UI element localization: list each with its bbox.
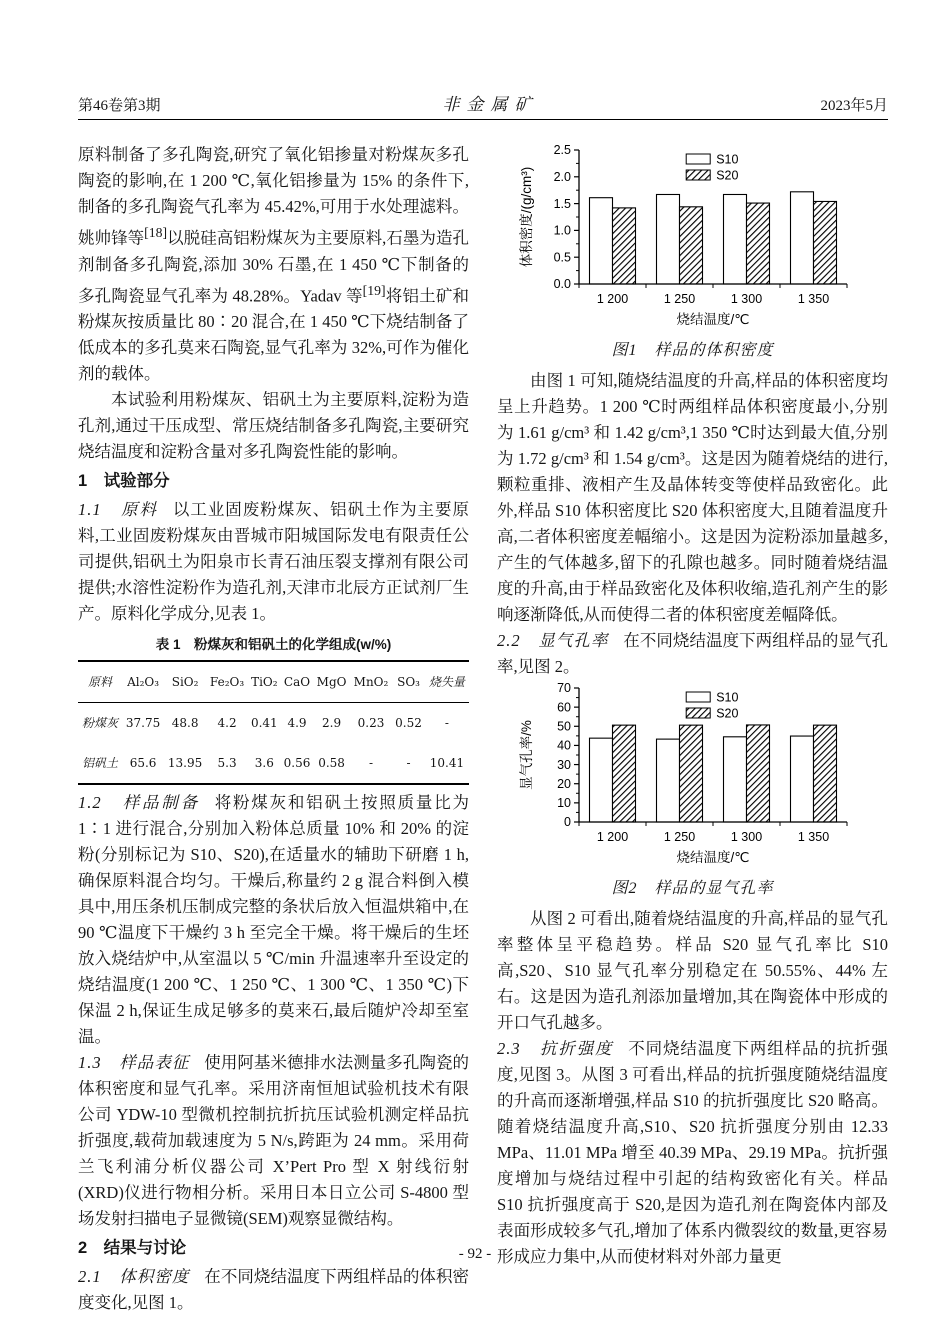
paragraph-intro-continuation — [78, 142, 469, 387]
issue-date: 2023年5月 — [820, 98, 888, 114]
svg-text:1 300: 1 300 — [730, 830, 762, 844]
svg-text:2.5: 2.5 — [553, 144, 571, 158]
section-1-3-label: 1.3 样品表征 — [78, 1053, 190, 1072]
table-cell: 0.23 — [357, 716, 385, 730]
svg-text:30: 30 — [556, 757, 571, 772]
section-2-2-label: 2.2 显气孔率 — [497, 631, 609, 650]
svg-text:烧结温度/℃: 烧结温度/℃ — [676, 850, 749, 865]
svg-text:20: 20 — [556, 776, 571, 791]
svg-text:2.0: 2.0 — [553, 170, 571, 184]
table-cell: 5.3 — [217, 756, 237, 770]
section-2-heading: 2 结果与讨论 — [78, 1239, 187, 1257]
table-cell: 65.6 — [129, 756, 157, 770]
paragraph-text: 使用阿基米德排水法测量多孔陶瓷的体积密度和显气孔率。采用济南恒旭试验机技术有限公司 YDW-10 型微机控制抗折抗压试验机测定样品抗折强度,载荷加载速度为 5 N/s,跨距为 24 mm。采用荷兰飞利浦分析仪器公司 X’Pert Pro 型 X 射线衍射(XRD)仪进行物相分析。采用日本日立公司 S-4800 型场发射扫描电子显微镜(SEM)观察显微结构。 — [78, 1053, 470, 1228]
left-column — [78, 142, 469, 1316]
svg-text:0: 0 — [563, 815, 571, 830]
section-2-2-paragraph — [497, 628, 888, 680]
section-1-1-paragraph — [78, 497, 469, 627]
table-cell: 粉煤灰 — [82, 716, 119, 730]
table-header-cell: Fe₂O₃ — [209, 675, 245, 689]
table-header-cell: SO₃ — [397, 675, 420, 689]
page-content — [78, 142, 888, 1316]
right-column — [497, 142, 888, 1316]
table-header-cell: MgO — [316, 675, 347, 689]
section-1-heading: 1 试验部分 — [78, 472, 170, 490]
citation-ref-19: [19] — [362, 282, 386, 298]
table-header-cell: TiO₂ — [251, 675, 278, 689]
svg-text:1 250: 1 250 — [663, 830, 695, 844]
svg-text:S20: S20 — [715, 706, 738, 721]
section-1-3-paragraph — [78, 1050, 469, 1232]
table-header-cell: CaO — [283, 675, 311, 689]
section-2-1-label: 2.1 体积密度 — [78, 1267, 190, 1286]
svg-text:1 350: 1 350 — [797, 292, 829, 306]
svg-text:60: 60 — [556, 700, 571, 715]
svg-text:1.5: 1.5 — [553, 196, 571, 211]
svg-text:10: 10 — [556, 796, 571, 811]
table-cell: 13.95 — [167, 756, 203, 770]
table-cell: 0.52 — [395, 716, 422, 730]
paragraph-figure1-discussion: 由图 1 可知,随烧结温度的升高,样品的体积密度均呈上升趋势。1 200 ℃时两组样品体积密度最小,分别为 1.61 g/cm³ 和 1.42 g/cm³,1 350 ℃时达到最大值,分别为 1.72 g/cm³ 和 1.54 g/cm³。这是因为随着烧结的进行,颗粒重排、液相产生及晶体转变等使样品致密化。此外,样品 S10 体积密度比 S20 体积密度大,且随着温度升高,二者体积密度差幅缩小。这是因为淀粉添加量越多,产生的气体越多,留下的孔隙也越多。同时随着烧结温度的升高,由于样品致密化及体积收缩,造孔剂产生的影响逐渐降低,从而使得二者的体积密度差幅降低。 — [497, 371, 888, 624]
journal-title: 非金属矿 — [442, 95, 539, 114]
paragraph-figure2-discussion: 从图 2 可看出,随着烧结温度的升高,样品的显气孔率整体呈平稳趋势。样品 S20 显气孔率比 S10 高,S20、S10 显气孔率分别稳定在 50.55%、44% 左右。这是因为造孔剂添加量增加,其在陶瓷体中形成的开口气孔越多。 — [497, 909, 888, 1032]
table-cell: 37.75 — [125, 716, 161, 730]
table-row — [78, 743, 469, 784]
svg-text:S20: S20 — [715, 168, 738, 183]
page-number: - 92 - — [458, 1246, 492, 1262]
citation-ref-18: [18] — [144, 225, 168, 240]
svg-text:1 350: 1 350 — [797, 830, 829, 844]
svg-text:1 250: 1 250 — [663, 292, 695, 306]
table-cell: 4.9 — [287, 716, 307, 730]
table-cell: 铝矾土 — [82, 756, 119, 770]
table-cell: 3.6 — [254, 756, 274, 770]
paragraph-objective: 本试验利用粉煤灰、铝矾土为主要原料,淀粉为造孔剂,通过干压成型、常压烧结制备多孔陶瓷,主要研究烧结温度和淀粉含量对多孔陶瓷性能的影响。 — [78, 390, 469, 461]
table-row — [78, 661, 469, 703]
table-cell: 0.41 — [250, 716, 278, 730]
table-header-cell: Al₂O₃ — [127, 675, 160, 689]
svg-text:1.0: 1.0 — [553, 223, 571, 238]
table-cell: 0.58 — [318, 756, 345, 770]
paragraph-text: 在不同烧结温度下两组样品的显气孔率,见图 2。 — [497, 631, 889, 676]
volume-issue: 第46卷第3期 — [78, 98, 161, 114]
section-2-3-label: 2.3 抗折强度 — [497, 1039, 614, 1058]
svg-text:显气孔率/%: 显气孔率/% — [518, 720, 534, 790]
table-cell: 0.56 — [283, 756, 311, 770]
svg-text:70: 70 — [556, 682, 571, 696]
svg-text:40: 40 — [556, 738, 571, 753]
table-cell: 48.8 — [171, 716, 199, 730]
figure1-bulk-density-chart — [517, 144, 869, 336]
table-cell: - — [406, 756, 411, 770]
figure2 — [497, 682, 888, 902]
table-header-cell: 原料 — [88, 675, 113, 689]
header-rule — [78, 119, 888, 120]
svg-text:烧结温度/℃: 烧结温度/℃ — [676, 312, 749, 327]
section-1-2-paragraph — [78, 790, 469, 1050]
section-2-1-paragraph — [78, 1264, 469, 1316]
svg-text:S10: S10 — [715, 152, 738, 167]
paragraph-text: 以工业固废粉煤灰、铝矾土作为主要原料,工业固废粉煤灰由晋城市阳城国际发电有限责任公司提供,铝矾土为阳泉市长青石油压裂支撑剂有限公司提供;水溶性淀粉作为造孔剂,天津市北辰方正试剂厂生产。原料化学成分,见表 1。 — [78, 500, 469, 623]
table-header-cell: SiO₂ — [171, 675, 199, 689]
svg-text:0.0: 0.0 — [553, 277, 571, 292]
chemical-composition-table — [78, 660, 469, 785]
table-cell: - — [444, 716, 449, 730]
section-1-2-label: 1.2 样品制备 — [78, 793, 200, 812]
paragraph-text: 不同烧结温度下两组样品的抗折强度,见图 3。从图 3 可看出,样品的抗折强度随烧结温度的升高而逐渐增强,样品 S10 的抗折强度比 S20 略高。随着烧结温度升高,S10、S20 抗折强度分别由 12.33 MPa、11.01 MPa 增至 40.39 MPa、29.19 MPa。抗折强度增加与烧结过程中引起的结构致密化有关。样品 S10 抗折强度高于 S20,是因为造孔剂在陶瓷体内部及表面形成较多气孔,增加了体系内微裂纹的数量,更容易形成应力集中,从而使材料对外部力量更 — [497, 1039, 889, 1266]
table-row — [78, 703, 469, 744]
svg-text:1 300: 1 300 — [730, 292, 762, 306]
section-1-1-label: 1.1 原料 — [78, 500, 159, 519]
svg-text:1 200: 1 200 — [596, 292, 628, 306]
svg-text:0.5: 0.5 — [553, 250, 571, 265]
table-cell: 4.2 — [217, 716, 237, 730]
journal-header — [78, 90, 888, 115]
paragraph-text: 在不同烧结温度下两组样品的体积密度变化,见图 1。 — [78, 1267, 470, 1312]
svg-text:1 200: 1 200 — [596, 830, 628, 844]
paragraph-text: 将铝土矿和粉煤灰按质量比 80∶20 混合,在 1 450 ℃下烧结制备了低成本的多孔莫来石陶瓷,显气孔率为 32%,可作为催化剂的载体。 — [78, 286, 470, 383]
paragraph-text: 原料制备了多孔陶瓷,研究了氧化铝掺量对粉煤灰多孔陶瓷的影响,在 1 200 ℃,氧化铝掺量为 15% 的条件下,制备的多孔陶瓷气孔率为 45.42%,可用于水处理滤料。姚帅锋等 — [78, 145, 469, 248]
table-cell: 10.41 — [429, 756, 465, 770]
figure2-caption: 图2 样品的显气孔率 — [611, 880, 774, 897]
section-2-3-paragraph — [497, 1036, 888, 1270]
svg-text:50: 50 — [556, 719, 571, 734]
table1-caption: 表 1 粉煤灰和铝矾土的化学组成(w/%) — [155, 637, 392, 652]
paragraph-text: 将粉煤灰和铝矾土按照质量比为 1∶1 进行混合,分别加入粉体总质量 10% 和 20% 的淀粉(分别标记为 S10、S20),在适量水的辅助下研磨 1 h,确保原料混合均匀。干燥后,称量约 2 g 混合料倒入模具中,用压条机压制成完整的条状后放入恒温烘箱中,在 90 ℃温度下干燥约 3 h 至完全干燥。将干燥后的生坯放入烧结炉中,从室温以 5 ℃/min 升温速率升至设定的烧结温度(1 200 ℃、1 250 ℃、1 300 ℃、1 350 ℃)下保温 2 h,保证生成足够多的莫来石,最后随炉冷却至室温。 — [78, 793, 470, 1046]
figure1 — [497, 144, 888, 364]
figure2-porosity-chart — [517, 682, 869, 874]
table-header-cell: MnO₂ — [353, 675, 389, 689]
table-cell: - — [368, 756, 374, 770]
figure1-caption: 图1 样品的体积密度 — [611, 342, 774, 359]
table-header-cell: 烧失量 — [428, 675, 465, 689]
paragraph-text: 以脱硅高铝粉煤灰为主要原料,石墨为造孔剂制备多孔陶瓷,添加 30% 石墨,在 1 450 ℃下制备的多孔陶瓷显气孔率为 48.28%。Yadav 等 — [78, 228, 470, 305]
svg-text:S10: S10 — [715, 690, 738, 705]
table-cell: 2.9 — [322, 716, 342, 730]
svg-text:体积密度/(g/cm³): 体积密度/(g/cm³) — [518, 166, 534, 268]
